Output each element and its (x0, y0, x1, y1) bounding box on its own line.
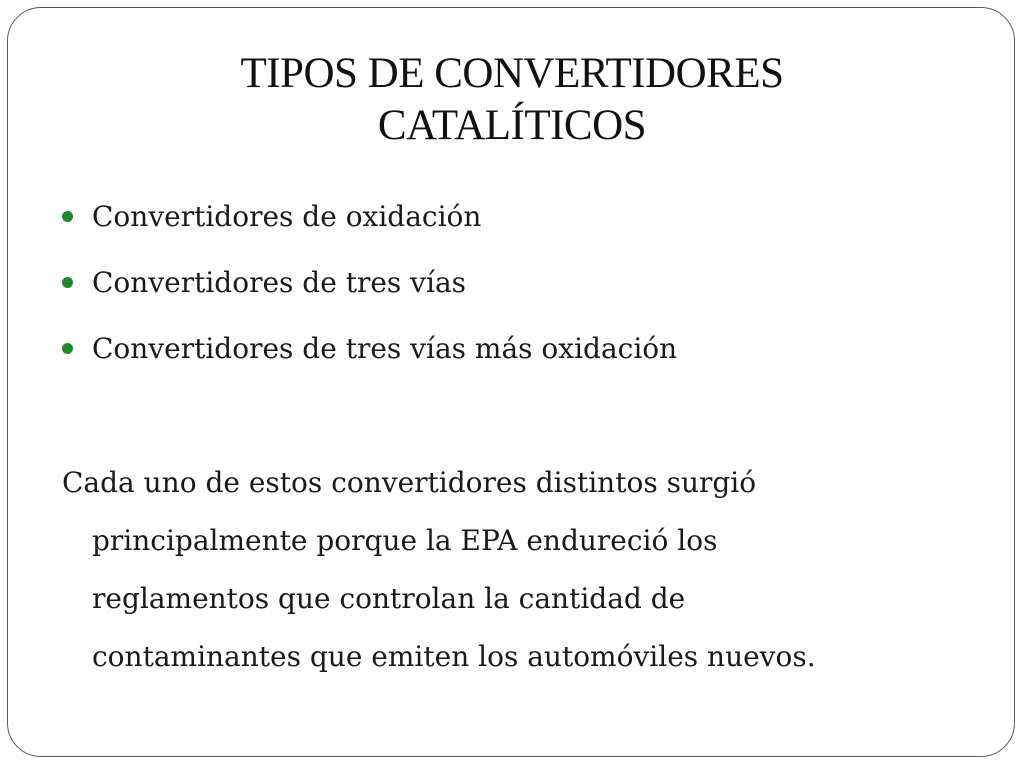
bullet-text: Convertidores de tres vías más oxidación (92, 332, 678, 365)
slide-title (0, 48, 1024, 152)
bullet-text: Convertidores de tres vías (92, 266, 467, 299)
bullet-list (62, 192, 677, 390)
bullet-text: Convertidores de oxidación (92, 200, 482, 233)
bullet-item (62, 192, 677, 258)
bullet-dot-icon (62, 343, 73, 354)
paragraph-line: principalmente porque la EPA endureció los (92, 524, 718, 557)
body-paragraph (62, 454, 962, 686)
paragraph-line: contaminantes que emiten los automóviles nuevos. (92, 640, 816, 673)
slide-title-line-1: TIPOS DE CONVERTIDORES (240, 50, 784, 97)
slide-title-line-2: CATALÍTICOS (377, 102, 647, 149)
paragraph-line: reglamentos que controlan la cantidad de (92, 582, 686, 615)
bullet-dot-icon (62, 277, 73, 288)
bullet-dot-icon (62, 211, 73, 222)
bullet-item (62, 324, 677, 390)
paragraph-line: Cada uno de estos convertidores distintos surgió (62, 466, 757, 499)
bullet-item (62, 258, 677, 324)
